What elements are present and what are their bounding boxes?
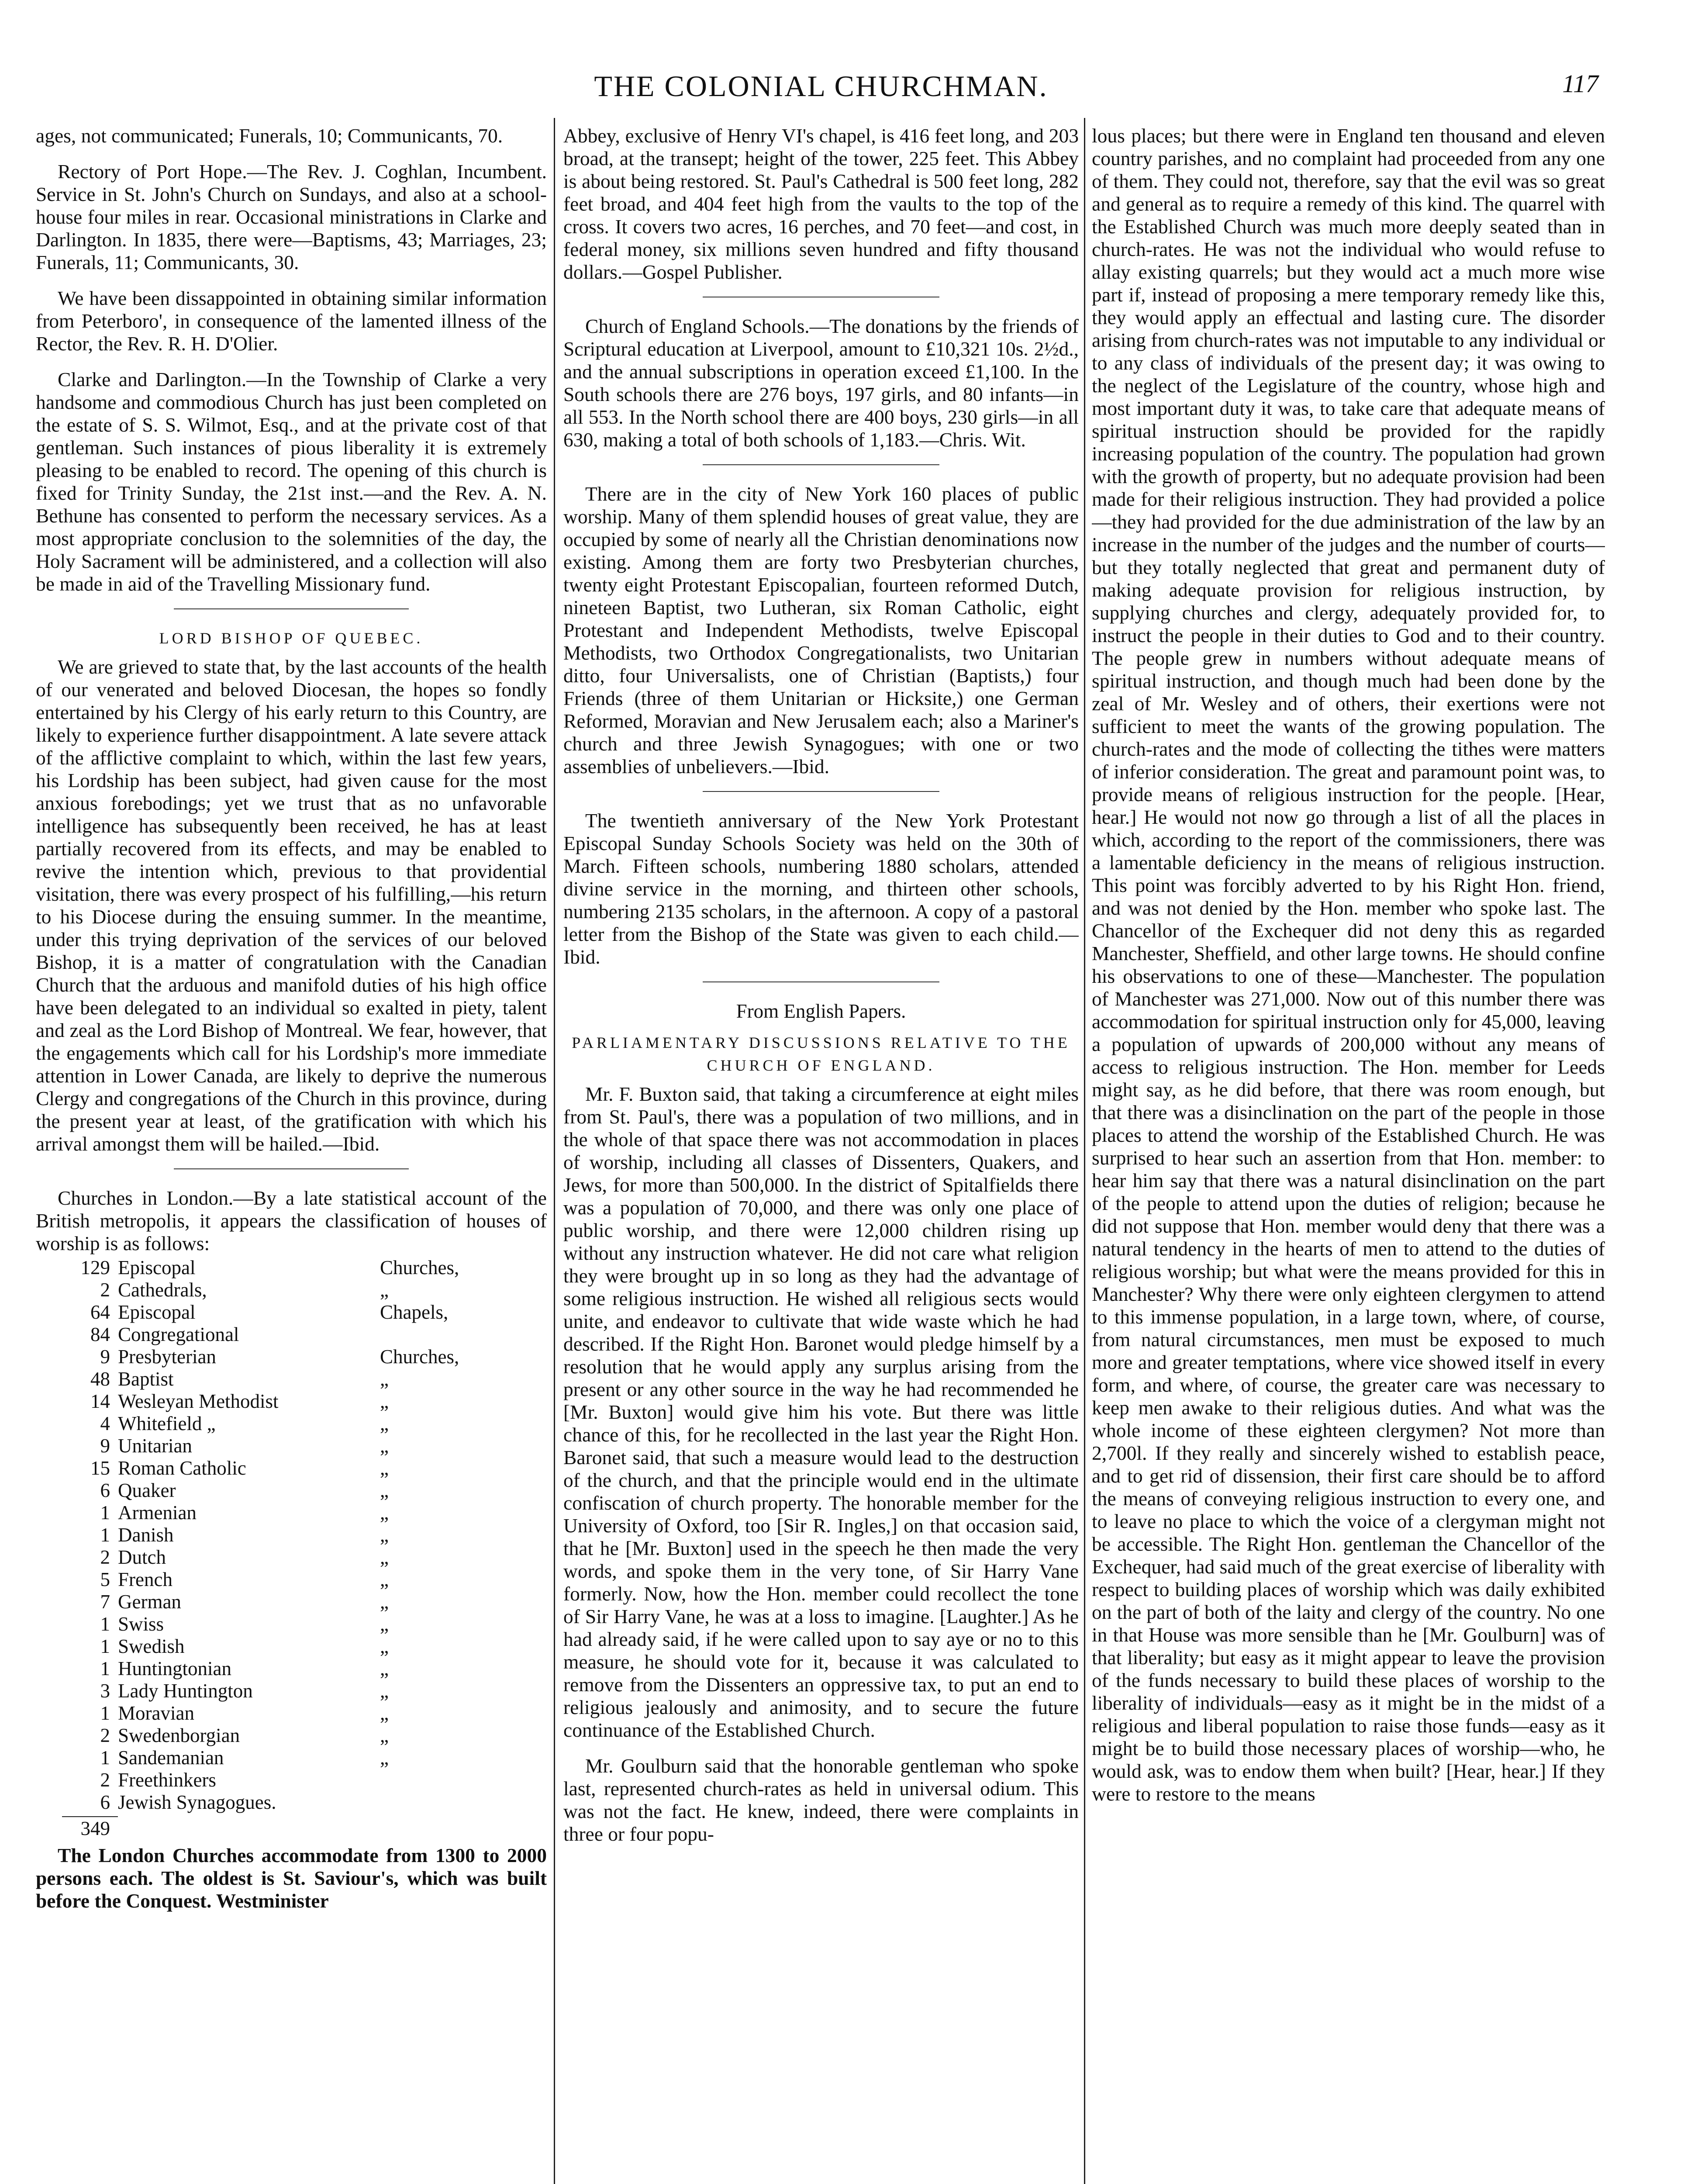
church-denomination: Swiss <box>118 1613 164 1635</box>
column-middle <box>563 124 1079 2184</box>
section-heading: From English Papers. <box>736 1000 906 1022</box>
church-denomination: Swedenborgian <box>118 1724 240 1746</box>
church-kind <box>380 1769 511 1791</box>
table-row <box>62 1413 547 1435</box>
church-count: 5 <box>100 1569 110 1590</box>
church-denomination: Freethinkers <box>118 1769 216 1791</box>
church-kind <box>380 1791 511 1814</box>
page-header <box>35 66 1607 118</box>
church-count: 3 <box>100 1680 110 1702</box>
section-heading: LORD BISHOP OF QUEBEC. <box>159 629 424 647</box>
church-denomination: Presbyterian <box>118 1346 216 1368</box>
church-kind: „ <box>380 1368 389 1390</box>
paragraph: ages, not communicated; Funerals, 10; Communicants, 70. <box>36 124 503 147</box>
church-count: 1 <box>100 1613 110 1635</box>
paragraph-buxton: Mr. F. Buxton said, that taking a circumference at eight miles from St. Paul's, there was a population of two millions, and in the whole of that space there was not accommodation in places of worship, including all classes of Dissenters, Quakers, and Jews, for more than 500,000. In the district of Spitalfields there was a population of 70,000, and there was only one place of public worship, and there were 12,000 children rising up without any instruction whatever. He did not care what religion they were brought up in so long as they had the advantage of some religious instruction. He wished all religious sects would unite, and endeavor to cultivate that wide waste which he had described. If the Right Hon. Baronet would pledge himself by a resolution that he would apply any surplus arising from the present or any other source in the way he had recommended he [Mr. Buxton] would give him his vote. But there was little chance of this, for he recollected in the last year the Right Hon. Baronet said, that such a measure would lead to the destruction of the church, and that the principle would end in the ultimate confiscation of church property. The honorable member for the University of Oxford, too [Sir R. Ingles,] on that occasion said, that he [Mr. Buxton] used in the speech he then made the very words, and spoke them in the very tone, of Sir Harry Vane formerly. Now, how the Hon. member could recollect the tone of Sir Harry Vane, he was at a loss to imagine. [Laughter.] As he had already said, if he were called upon to say aye or no to this measure, he should vote for it, because it was calculated to remove from the Dissenters an oppressive tax, to put an end to religious jealously and animosity, and to secure the future continuance of the Established Church. <box>563 1083 1079 1741</box>
church-denomination: Wesleyan Methodist <box>118 1390 279 1412</box>
table-row <box>62 1591 547 1613</box>
church-count: 64 <box>90 1301 110 1323</box>
church-count: 7 <box>100 1591 110 1613</box>
church-count: 14 <box>90 1390 110 1412</box>
church-count: 1 <box>100 1524 110 1546</box>
church-count: 9 <box>100 1435 110 1457</box>
column-divider <box>1084 118 1085 2184</box>
church-kind: „ <box>380 1635 389 1657</box>
paragraph-anniversary: The twentieth anniversary of the New York Protestant Episcopal Sunday Schools Society was held on the 30th of March. Fifteen schools, numbering 1880 scholars, attended divine service in the morning, and thirteen other schools, numbering 2135 scholars, in the afternoon. A copy of a pastoral letter from the Bishop of the State was given to each child.—Ibid. <box>563 809 1079 968</box>
table-row <box>62 1257 547 1279</box>
church-denomination: Congregational <box>118 1324 239 1345</box>
church-count: 2 <box>100 1769 110 1791</box>
church-denomination: Unitarian <box>118 1435 192 1457</box>
table-row <box>62 1658 547 1680</box>
table-row <box>62 1613 547 1635</box>
paragraph-clarke-darlington: Clarke and Darlington.—In the Township of Clarke a very handsome and commodious Church has just been completed on the estate of S. S. Wilmot, Esq., and at the private cost of that gentleman. Such instances of pious liberality it is extremely pleasing to be enabled to record. The opening of this church is fixed for Trinity Sunday, the 21st inst.—and the Rev. A. N. Bethune has consented to perform the necessary services. As a most appropriate conclusion to the solemnities of the day, the Holy Sacrament will be administered, and a collection will also be made in aid of the Travelling Missionary fund. <box>36 368 547 595</box>
church-count: 2 <box>100 1279 110 1301</box>
church-count: 6 <box>100 1479 110 1501</box>
church-denomination: Episcopal <box>118 1301 196 1323</box>
church-denomination: Swedish <box>118 1635 185 1657</box>
table-row <box>62 1635 547 1658</box>
church-count: 2 <box>100 1724 110 1746</box>
church-kind: „ <box>380 1435 389 1457</box>
church-count: 9 <box>100 1346 110 1368</box>
table-row <box>62 1435 547 1457</box>
column-left <box>36 124 547 2184</box>
church-kind: „ <box>380 1502 389 1524</box>
church-count: 6 <box>100 1791 110 1813</box>
church-count: 1 <box>100 1635 110 1657</box>
table-row <box>62 1680 547 1702</box>
church-kind: „ <box>380 1479 389 1501</box>
table-row <box>62 1569 547 1591</box>
church-kind: „ <box>380 1680 389 1702</box>
church-denomination: Cathedrals, <box>118 1279 207 1301</box>
section-separator <box>174 1168 409 1169</box>
paragraph-london-churches: The London Churches accommodate from 1300 to 2000 persons each. The oldest is St. Saviour's, which was built before the Conquest. Westminister <box>36 1844 547 1912</box>
table-row <box>62 1279 547 1301</box>
church-count: 15 <box>90 1457 110 1479</box>
section-subheading: PARLIAMENTARY DISCUSSIONS RELATIVE TO THE CHURCH OF ENGLAND. <box>572 1034 1070 1074</box>
column-right <box>1092 124 1605 2184</box>
church-denomination: Danish <box>118 1524 174 1546</box>
church-count: 129 <box>80 1257 110 1279</box>
table-row <box>62 1457 547 1479</box>
paragraph-schools: Church of England Schools.—The donations by the friends of Scriptural education at Liverpool, amount to £10,321 10s. 2½d., and the annual subscriptions in operation exceed £1,100. In the South schools there are 276 boys, 197 girls, and 80 infants—in all 553. In the North school there are 400 boys, 230 girls—in all 630, making a total of both schools of 1,183.—Chris. Wit. <box>563 315 1079 451</box>
churches-total: 349 <box>62 1816 547 1840</box>
church-kind: „ <box>380 1613 389 1635</box>
church-kind: „ <box>380 1413 389 1434</box>
church-denomination: Episcopal <box>118 1257 196 1279</box>
church-denomination: Lady Huntington <box>118 1680 253 1702</box>
paragraph-new-york: There are in the city of New York 160 places of public worship. Many of them splendid houses of great value, they are occupied by some of nearly all the Christian denominations now existing. Among them are forty two Presbyterian churches, twenty eight Protestant Episcopalian, fourteen reformed Dutch, nineteen Baptist, two Lutheran, six Roman Catholic, eight Protestant and Independent Methodists, twelve Episcopal Methodists, two Orthodox Congregationalists, two Unitarian ditto, four Universalists, one of Christian (Baptists,) four Friends (three of them Unitarian or Hicksite,) one German Reformed, Moravian and New Jerusalem each; also a Mariner's church and three Jewish Synagogues; with one or two assemblies of unbelievers.—Ibid. <box>563 483 1079 778</box>
churches-table <box>62 1257 547 1814</box>
church-denomination: Armenian <box>118 1502 197 1524</box>
church-kind: Churches, <box>380 1257 459 1279</box>
church-denomination: Jewish Synagogues. <box>118 1791 276 1813</box>
table-row <box>62 1502 547 1524</box>
table-row <box>62 1546 547 1569</box>
table-row <box>62 1769 547 1791</box>
paragraph-abbey: Abbey, exclusive of Henry VI's chapel, is 416 feet long, and 203 broad, at the transept; height of the tower, 225 feet. This Abbey is about being restored. St. Paul's Cathedral is 500 feet long, 282 feet broad, and 404 feet high from the vaults to the top of the cross. It covers two acres, 16 perches, and 70 feet—and cost, in federal money, six millions seven hundred and fifty thousand dollars.—Gospel Publisher. <box>563 124 1079 283</box>
church-count: 1 <box>100 1502 110 1524</box>
church-denomination: Whitefield „ <box>118 1413 216 1434</box>
table-row <box>62 1346 547 1368</box>
table-row <box>62 1702 547 1724</box>
church-kind: „ <box>380 1702 389 1724</box>
table-row <box>62 1747 547 1769</box>
paragraph-continued: lous places; but there were in England ten thousand and eleven country parishes, and no complaint had proceeded from any one of them. They could not, therefore, say that the evil was so great and general as to require a remedy of this kind. The quarrel with the Established Church was much more deeply seated than in church-rates. He was not the individual who would refuse to allay existing quarrels; but they would act a much more wise part if, instead of proposing a mere temporary remedy like this, they would apply an effectual and lasting cure. The disorder arising from church-rates was not imputable to any individual or to any class of individuals of the present day; it was owing to the neglect of the Legislature of the country, whose high and most important duty it was, to take care that adequate means of spiritual instruction should be provided for the rapidly increasing population of the country. The population had grown with the growth of property, but no adequate provision had been made for their religious instruction. They had provided a police—they had provided for the due administration of the law by an increase in the number of the judges and the number of courts—but they totally neglected that great and permanent duty of making adequate provision for religious instruction, by supplying churches and clergy, adequately provided for, to instruct the people in their duties to God and to their country. The people grew in numbers without adequate means of spiritual instruction, and though much had been done by the zeal of Mr. Wesley and of others, their exertions were not sufficient to meet the wants of the growing population. The church-rates and the mode of collecting the tithes were matters of inferior consideration. The great and paramount point was, to provide means of religious instruction for the people. [Hear, hear.] He would not now go through a list of all the places in which, according to the report of the commissioners, there was a lamentable deficiency in the means of religious instruction. This point was forcibly adverted to by his Right Hon. friend, and was not denied by the Hon. member who spoke last. The Chancellor of the Exchequer did not deny this as regarded Manchester, Sheffield, and other large towns. He should confine his observations to one of these—Manchester. The population of Manchester was 271,000. Now out of this number there was accommodation for spiritual instruction only for 45,000, leaving a population of upwards of 200,000 without any means of access to religious instruction. The Hon. member for Leeds might say, as he did before, that there was room enough, but that there was a disinclination on the part of the people in those places to attend the worship of the Established Church. He was surprised to hear such an assertion from that Hon. member: to hear him say that there was a natural disinclination on the part of the people to attend upon the duties of religion; because he did not suppose that Hon. member would deny that there was a natural tendency in the hearts of men to attend to the duties of religious worship; but what were the means provided for this in Manchester? Why there were only eighteen clergymen to attend to this immense population, in a large town, where, of course, from natural circumstances, men must be exposed to much more and greater temptations, where vice showed itself in every form, and where, of course, the greater care was necessary to keep men awake to their religious duties. And what was the whole income of these eighteen clergymen? Not more than 2,700l. If they really and sincerely wished to establish peace, and to get rid of dissension, their first care should be to afford the means of conveying religious instruction to every one, and to leave no place to which the voice of a clergyman might not be accessible. The Right Hon. gentleman the Chancellor of the Exchequer, had said much of the great exercise of liberality with respect to building places of worship which was daily exhibited on the part of both of the laity and clergy of the country. No one in that House was more sensible than he [Mr. Goulburn] was of that liberality; but easy as it might appear to leave the provision of the funds necessary to build these places of worship to the liberality of individuals—easy as it might be in the midst of a religious and liberal population to raise those funds—easy as it might be to build those necessary places of worship—who, he would ask, was to endow them when built? [Hear, hear.] If they were to restore to the means <box>1092 124 1605 1805</box>
church-count: 2 <box>100 1546 110 1568</box>
church-count: 1 <box>100 1747 110 1769</box>
table-row <box>62 1368 547 1390</box>
church-kind: „ <box>380 1279 389 1301</box>
page-number: 117 <box>1562 69 1598 98</box>
church-kind: „ <box>380 1724 389 1746</box>
paragraph-bishop-quebec: We are grieved to state that, by the last accounts of the health of our venerated and beloved Diocesan, the hopes so fondly entertained by his Clergy of his early return to this Country, are likely to experience further disappointment. A late severe attack of the afflictive complaint to which, within the last few years, his Lordship has been subject, had given cause for the most anxious forebodings; yet we trust that as no unfavorable intelligence has subsequently been received, he has at least partially recovered from its effects, and may be enabled to revive the intention which, previous to that providential visitation, there was every prospect of his fulfilling,—his return to his Diocese during the ensuing summer. In the meantime, under this trying deprivation of the services of our beloved Bishop, it is a matter of congratulation with the Canadian Church that the arduous and manifold duties of his high office have been delegated to an individual so exalted in piety, talent and zeal as the Lord Bishop of Montreal. We fear, however, that the engagements which call for his Lordship's more immediate attention in Lower Canada, are likely to deprive the numerous Clergy and congregations of the Church in this province, during the present year at least, of the gratification with which his arrival amongst them will be hailed.—Ibid. <box>36 656 547 1155</box>
church-count: 84 <box>90 1324 110 1345</box>
church-kind <box>380 1324 511 1346</box>
church-denomination: German <box>118 1591 181 1613</box>
table-row <box>62 1324 547 1346</box>
table-row <box>62 1724 547 1747</box>
section-separator <box>703 981 940 982</box>
church-kind: „ <box>380 1457 389 1479</box>
church-denomination: Dutch <box>118 1546 166 1568</box>
table-row <box>62 1791 547 1814</box>
church-denomination: French <box>118 1569 173 1590</box>
church-kind: „ <box>380 1591 389 1613</box>
church-count: 4 <box>100 1413 110 1434</box>
church-denomination: Moravian <box>118 1702 194 1724</box>
church-count: 48 <box>90 1368 110 1390</box>
section-separator <box>174 608 409 609</box>
church-kind: „ <box>380 1390 389 1412</box>
table-row <box>62 1301 547 1324</box>
church-denomination: Sandemanian <box>118 1747 224 1769</box>
paragraph-port-hope: Rectory of Port Hope.—The Rev. J. Coghlan, Incumbent. Service in St. John's Church on Sundays, and also at a school-house four miles in rear. Occasional ministrations in Clarke and Darlington. In 1835, there were—Baptisms, 43; Marriages, 23; Funerals, 11; Communicants, 30. <box>36 160 547 273</box>
paragraph-goulburn: Mr. Goulburn said that the honorable gentleman who spoke last, represented church-rates as held in universal odium. This was not the fact. He knew, indeed, there were complaints in three or four popu- <box>563 1755 1079 1845</box>
church-kind: „ <box>380 1747 389 1769</box>
church-kind: Chapels, <box>380 1301 449 1323</box>
church-kind: „ <box>380 1524 389 1546</box>
paragraph-peterboro: We have been dissappointed in obtaining similar information from Peterboro', in consequence of the lamented illness of the Rector, the Rev. R. H. D'Olier. <box>36 287 547 355</box>
church-kind: Churches, <box>380 1346 459 1368</box>
church-denomination: Quaker <box>118 1479 176 1501</box>
journal-title: THE COLONIAL CHURCHMAN. <box>594 69 1048 103</box>
section-separator <box>703 791 940 792</box>
church-kind: „ <box>380 1658 389 1679</box>
church-kind: „ <box>380 1546 389 1568</box>
table-row <box>62 1390 547 1413</box>
table-row <box>62 1479 547 1502</box>
church-denomination: Roman Catholic <box>118 1457 246 1479</box>
church-count: 1 <box>100 1702 110 1724</box>
church-denomination: Huntingtonian <box>118 1658 231 1679</box>
church-denomination: Baptist <box>118 1368 174 1390</box>
paragraph-churches-london: Churches in London.—By a late statistical account of the British metropolis, it appears the classification of houses of worship is as follows: <box>36 1187 547 1254</box>
church-count: 1 <box>100 1658 110 1679</box>
section-separator <box>703 464 940 465</box>
column-divider <box>554 118 555 2184</box>
church-kind: „ <box>380 1569 389 1590</box>
table-row <box>62 1524 547 1546</box>
